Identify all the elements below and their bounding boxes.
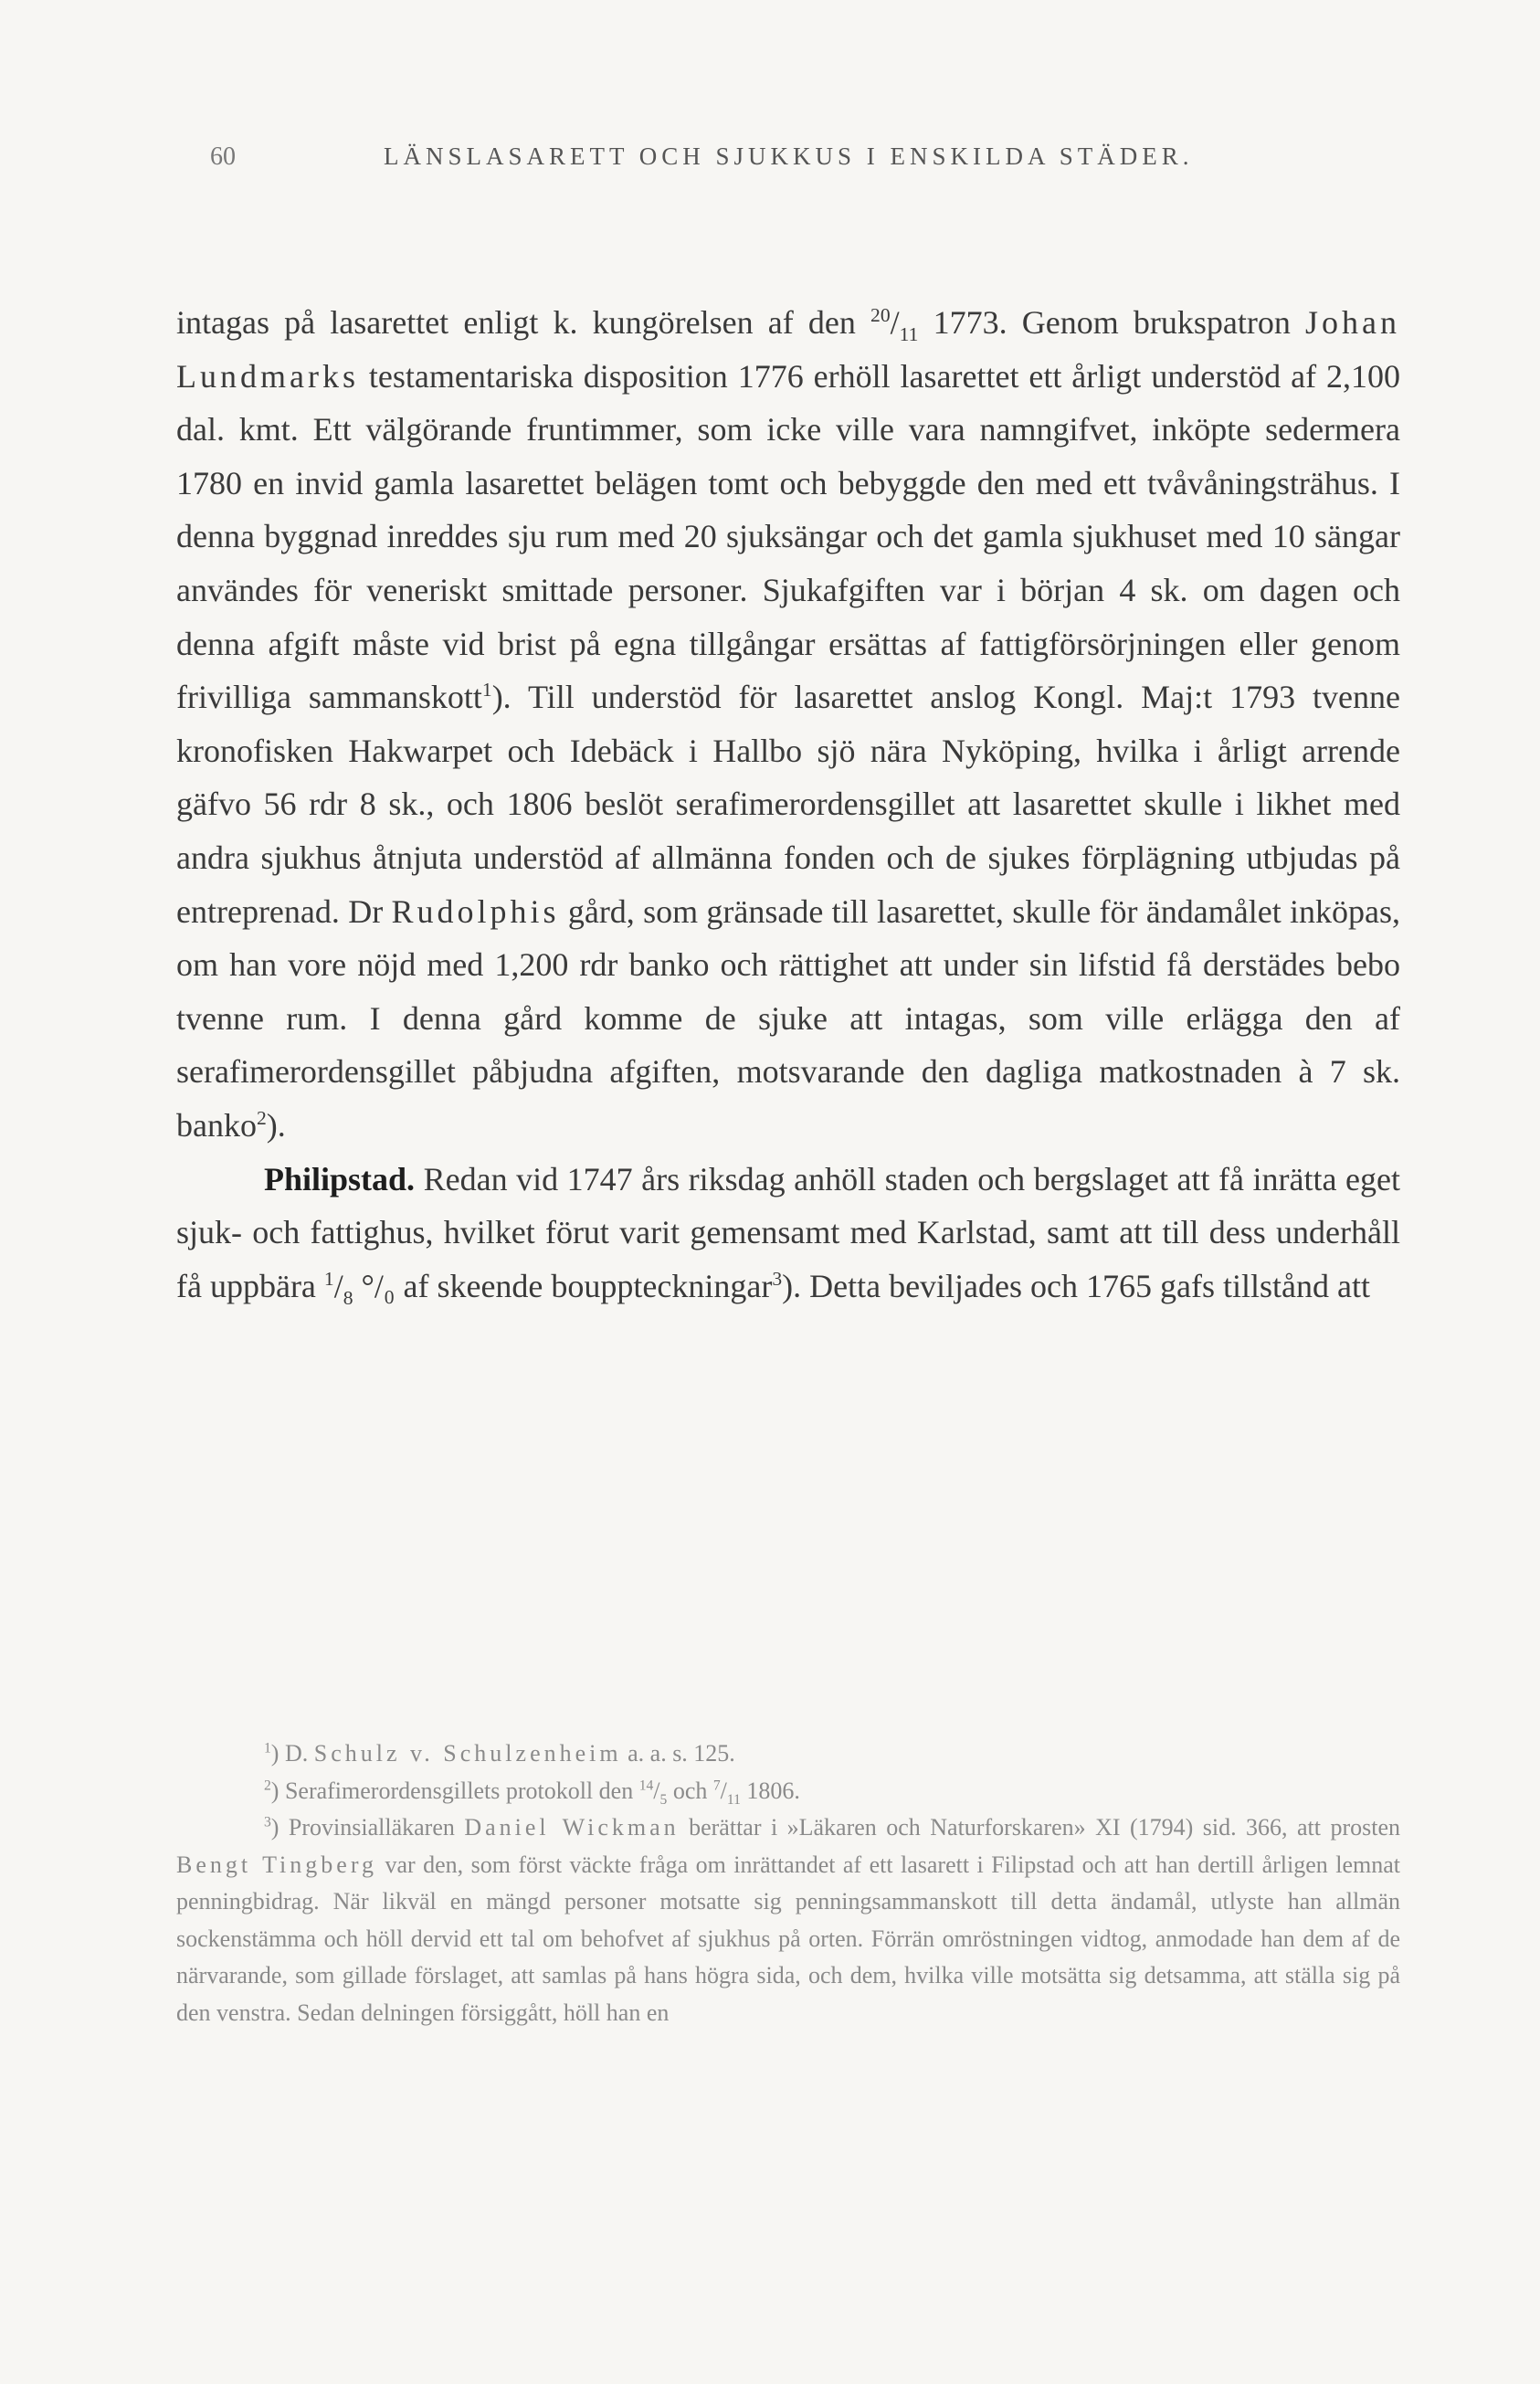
page-number: 60	[210, 142, 236, 171]
text-run: a. a. s. 125.	[621, 1740, 735, 1767]
footnote-mark: 1	[264, 1740, 271, 1756]
person-name: Rudolphis	[391, 892, 560, 930]
fraction-numerator: 20	[870, 304, 891, 326]
footnote-3	[176, 1809, 1400, 2031]
text-run: testamentariska disposition 1776 erhöll lasarettet ett årligt understöd af 2,100 dal. kmt. Ett välgörande fruntimmer, som icke ville vara namngifvet, inköpte sedermera 1780 en invid gamla lasarettet belägen tomt och bebyggde den med ett tvåvåningsträhus. I denna byggnad inreddes sju rum med 20 sjuksängar och det gamla sjukhuset med 10 sängar användes för veneriskt smittade personer. Sjukafgiften var i början 4 sk. om dagen och denna afgift måste vid brist på egna tillgångar ersättas af fattigförsörjningen eller genom frivilliga sammanskott	[176, 357, 1400, 716]
text-run: ). Detta beviljades och 1765 gafs tillstånd att	[782, 1267, 1370, 1304]
fraction-denominator: 8	[343, 1286, 353, 1309]
percent-sign: °/₀	[353, 1267, 396, 1304]
person-name: Bengt Tingberg	[176, 1851, 378, 1878]
text-run: ). Till understöd för lasarettet anslog Kongl. Maj:t 1793 tvenne kronofisken Hakwarpet och Idebäck i Hallbo sjö nära Nyköping, hvilka i årligt arrende gäfvo 56 rdr 8 sk., och 1806 beslöt serafimerordensgillet att lasarettet skulle i likhet med andra sjukhus åtnjuta understöd af allmänna fonden och de sjukes förplägning utbjudas på entreprenad. Dr	[176, 679, 1400, 930]
text-run: berättar i »Läkaren och Naturforskaren» XI (1794) sid. 366, att prosten	[679, 1814, 1400, 1841]
body-text	[176, 296, 1400, 1313]
text-run: 1773. Genom brukspatron	[918, 304, 1305, 341]
date-denominator: 5	[659, 1791, 668, 1808]
text-run: gård, som gränsade till lasarettet, skulle för ändamålet inköpas, om han vore nöjd med 1,200 rdr banko och rättighet att under sin lifstid få derstädes bebo tvenne rum. I denna gård komme de sjuke att intagas, som ville erlägga den af serafimerordensgillet påbjudna afgiften, motsvarande den dagliga matkostnaden à 7 sk. banko	[176, 892, 1400, 1144]
date-denominator: 11	[726, 1791, 741, 1808]
fraction-denominator: 11	[899, 323, 919, 346]
footnote-1	[176, 1735, 1400, 1773]
text-run: Redan vid 1747 års riksdag anhöll staden och bergslaget att få inrätta eget sjuk- och fattighus, hvilket förut varit gemensamt med Karlstad, samt att till dess underhåll få uppbära	[176, 1160, 1400, 1304]
section-heading: Philipstad.	[264, 1160, 416, 1197]
text-run: ).	[266, 1106, 286, 1144]
footnote-ref-1: 1	[481, 679, 492, 701]
footnote-2: $^2$) Serafimerordensgillets protokoll den $^{14}/_5$ och $^7/_{11}$ 1806.	[264, 1777, 800, 1808]
paragraph-2: Philipstad. Redan vid 1747 års riksdag anhöll staden och bergslaget att få inrätta eget sjuk- och fattighus, hvilket förut varit gemensamt med Karlstad, samt att till dess underhåll få uppbära $^1/_8$ °/₀ af skeende bouppteckningar$^3$). Detta beviljades och 1765 gafs tillstånd att	[176, 1160, 1400, 1309]
person-name: Daniel Wickman	[464, 1814, 680, 1841]
text-run: ) D.	[270, 1740, 314, 1767]
paragraph-1: intagas på lasarettet enligt k. kungörelsen af den $^{20}/_{11}$ 1773. Genom brukspatron Johan Lundmarks testamentariska disposition 1776 erhöll lasarettet ett årligt understöd af 2,100 dal. kmt. Ett välgörande fruntimmer, som icke ville vara namngifvet, inköpte sedermera 1780 en invid gamla lasarettet belägen tomt och bebyggde den med ett tvåvåningsträhus. I denna byggnad inreddes sju rum med 20 sjuksängar och det gamla sjukhuset med 10 sängar användes för veneriskt smittade personer. Sjukafgiften var i början 4 sk. om dagen och denna afgift måste vid brist på egna tillgångar ersättas af fattigförsörjningen eller genom frivilliga sammanskott$^1$). Till understöd för lasarettet anslog Kongl. Maj:t 1793 tvenne kronofisken Hakwarpet och Idebäck i Hallbo sjö nära Nyköping, hvilka i årligt arrende gäfvo 56 rdr 8 sk., och 1806 beslöt serafimerordensgillet att lasarettet skulle i likhet med andra sjukhus åtnjuta understöd af allmänna fonden och de sjukes förplägning utbjudas på entreprenad. Dr Rudolphis gård, som gränsade till lasarettet, skulle för ändamålet inköpas, om han vore nöjd med 1,200 rdr banko och rättighet att under sin lifstid få derstädes bebo tvenne rum. I denna gård komme de sjuke att intagas, som ville erlägga den af serafimerordensgillet påbjudna afgiften, motsvarande den dagliga matkostnaden à 7 sk. banko$^2$).	[176, 304, 1400, 1144]
text-run: var den, som först väckte fråga om inrättandet af ett lasarett i Filipstad och att han dertill årligen lemnat penningbidrag. När likväl en mängd personer motsatte sig penningsammanskott till detta ändamål, utlyste han allmän sockenstämma och höll dervid ett tal om behofvet af sjukhus på orten. Förrän omröstningen vidtog, anmodade han dem af de närvarande, som gillade förslaget, att samlas på hans högra sida, och dem, hvilka ville motsätta sig detsamma, att ställa sig på den venstra. Sedan delningen försiggått, höll han en	[176, 1851, 1400, 2026]
footnote-ref-2: 2	[256, 1106, 267, 1129]
date-numerator: 7	[712, 1777, 721, 1793]
text-run: af skeende bouppteckningar	[395, 1267, 773, 1304]
footnote-mark: 2	[264, 1777, 271, 1793]
text-run: ) Provinsialläkaren	[270, 1814, 465, 1841]
date-numerator: 14	[638, 1777, 654, 1793]
fraction-numerator: 1	[323, 1267, 334, 1290]
person-name: Schulz v. Schulzenheim	[313, 1740, 622, 1767]
running-title: LÄNSLASARETT OCH SJUKKUS I ENSKILDA STÄDER.	[384, 142, 1194, 170]
person-name: Johan Lundmarks	[176, 304, 1400, 395]
text-run: och	[667, 1777, 713, 1804]
footnotes	[176, 1735, 1400, 2031]
footnote-ref-3: 3	[772, 1267, 783, 1290]
text-run: intagas på lasarettet enligt k. kungörelsen af den	[176, 304, 871, 341]
running-head	[0, 142, 1540, 179]
footnote-mark: 3	[264, 1814, 271, 1830]
text-run: ) Serafimerordensgillets protokoll den	[270, 1777, 639, 1804]
text-run: 1806.	[740, 1777, 800, 1804]
